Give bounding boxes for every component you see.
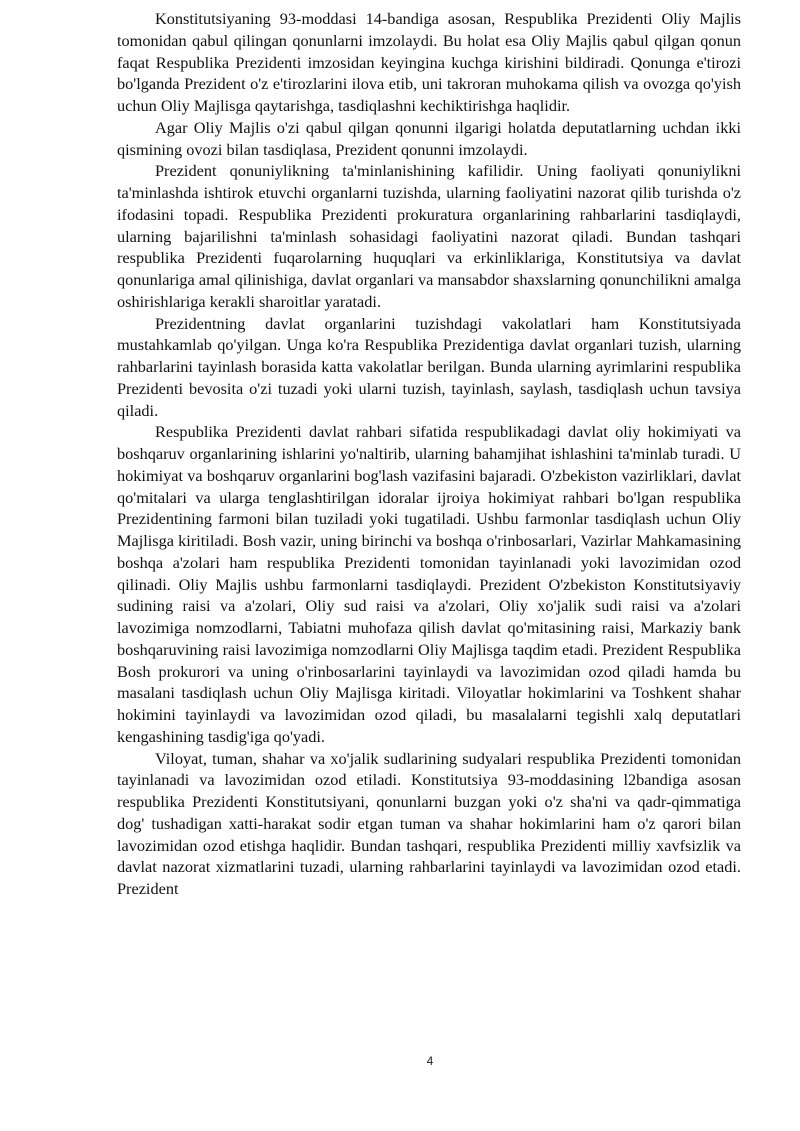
- paragraph: Respublika Prezidenti davlat rahbari sifatida respublikadagi davlat oliy hokimiyati va boshqaruv organlarining ishlarini yo'naltirib, ularning bahamjihat ishlashini ta'minlab turadi. U hokimiyat va boshqaruv organlarini bog'lash vazifasini bajaradi. O'zbekiston vazirliklari, davlat qo'mitalari va ularga tenglashtirilgan idoralar ijroiya hokimiyat rahbari bo'lgan respublika Prezidentining farmoni bilan tuziladi yoki tugatiladi. Ushbu farmonlar tasdiqlash uchun Oliy Majlisga kiritiladi. Bosh vazir, uning birinchi va boshqa o'rinbosarlari, Vazirlar Mahkamasining boshqa a'zolari ham respublika Prezidenti tomonidan tayinlanadi yoki lavozimidan ozod qilinadi. Oliy Majlis ushbu farmonlarni tasdiqlaydi. Prezident O'zbekiston Konstitutsiyaviy sudining raisi va a'zolari, Oliy sud raisi va a'zolari, Oliy xo'jalik sudi raisi va a'zolari lavozimiga nomzodlarni, Tabiatni muhofaza qilish davlat qo'mitasining raisi, Markaziy bank boshqaruvining raisi lavozimiga nomzodlarni Oliy Majlisga taqdim etadi. Prezident Respublika Bosh prokurori va uning o'rinbosarlarini tayinlaydi va lavozimidan ozod qiladi hamda bu masalani tasdiqlash uchun Oliy Majlisga kiritadi. Viloyatlar hokimlarini va Toshkent shahar hokimini tayinlaydi va lavozimidan ozod qiladi, bu masalalarni tegishli xalq deputatlari kengashining tasdig'iga qo'yadi.: [117, 422, 741, 746]
- body-text: [117, 8, 741, 900]
- paragraph: Prezidentning davlat organlarini tuzishdagi vakolatlari ham Konstitutsiyada mustahkamlab qo'yilgan. Unga ko'ra Respublika Prezidentiga davlat organlari tuzish, ularning rahbarlarini tayinlash borasida katta vakolatlar berilgan. Bunda ularning ayrimlarini respublika Prezidenti bevosita o'zi tuzadi yoki ularni tuzish, tayinlash, saylash, tasdiqlash uchun tavsiya qiladi.: [117, 313, 741, 420]
- paragraph: Prezident qonuniylikning ta'minlanishining kafilidir. Uning faoliyati qonuniylikni ta'minlashda ishtirok etuvchi organlarni tuzishda, ularning faoliyatini nazorat qilib turishda o'z ifodasini topadi. Respublika Prezidenti prokuratura organlarining rahbarlarini tasdiqlaydi, ularning bajarilishni ta'minlash sohasidagi faoliyatini nazorat qiladi. Bundan tashqari respublika Prezidenti fuqarolarning huquqlari va erkinliklariga, Konstitutsiya va davlat qonunlariga amal qilinishiga, davlat organlari va mansabdor shaxslarning qonunchilikni amalga oshirishlariga kerakli sharoitlar yaratadi.: [117, 161, 741, 311]
- page-number: 4: [426, 1054, 434, 1068]
- paragraph: Agar Oliy Majlis o'zi qabul qilgan qonunni ilgarigi holatda deputatlarning uchdan ikki qismining ovozi bilan tasdiqlasa, Prezident qonunni imzolaydi.: [117, 117, 741, 159]
- paragraph: Viloyat, tuman, shahar va xo'jalik sudlarining sudyalari respublika Prezidenti tomonidan tayinlanadi va lavozimidan ozod etiladi. Konstitutsiya 93-moddasining l2bandiga asosan respublika Prezidenti Konstitutsiyani, qonunlarni buzgan yoki o'z sha'ni va qadr-qimmatiga dog' tushadigan xatti-harakat sodir etgan tuman va shahar hokimlarini ham o'z qarori bilan lavozimidan ozod etishga haqlidir. Bundan tashqari, respublika Prezidenti milliy xavfsizlik va davlat nazorat xizmatlarini tuzadi, ularning rahbarlarini tayinlaydi va lavozimidan ozod etadi. Prezident: [117, 748, 741, 898]
- paragraph: Konstitutsiyaning 93-moddasi 14-bandiga asosan, Respublika Prezidenti Oliy Majlis tomonidan qabul qilingan qonunlarni imzolaydi. Bu holat esa Oliy Majlis qabul qilgan qonun faqat Respublika Prezidenti imzosidan keyingina kuchga kirishini bildiradi. Qonunga e'tirozi bo'lganda Prezident o'z e'tirozlarini ilova etib, uni takroran muhokama qilish va ovozga qo'yish uchun Oliy Majlisga qaytarishga, tasdiqlashni kechiktirishga haqlidir.: [117, 9, 741, 115]
